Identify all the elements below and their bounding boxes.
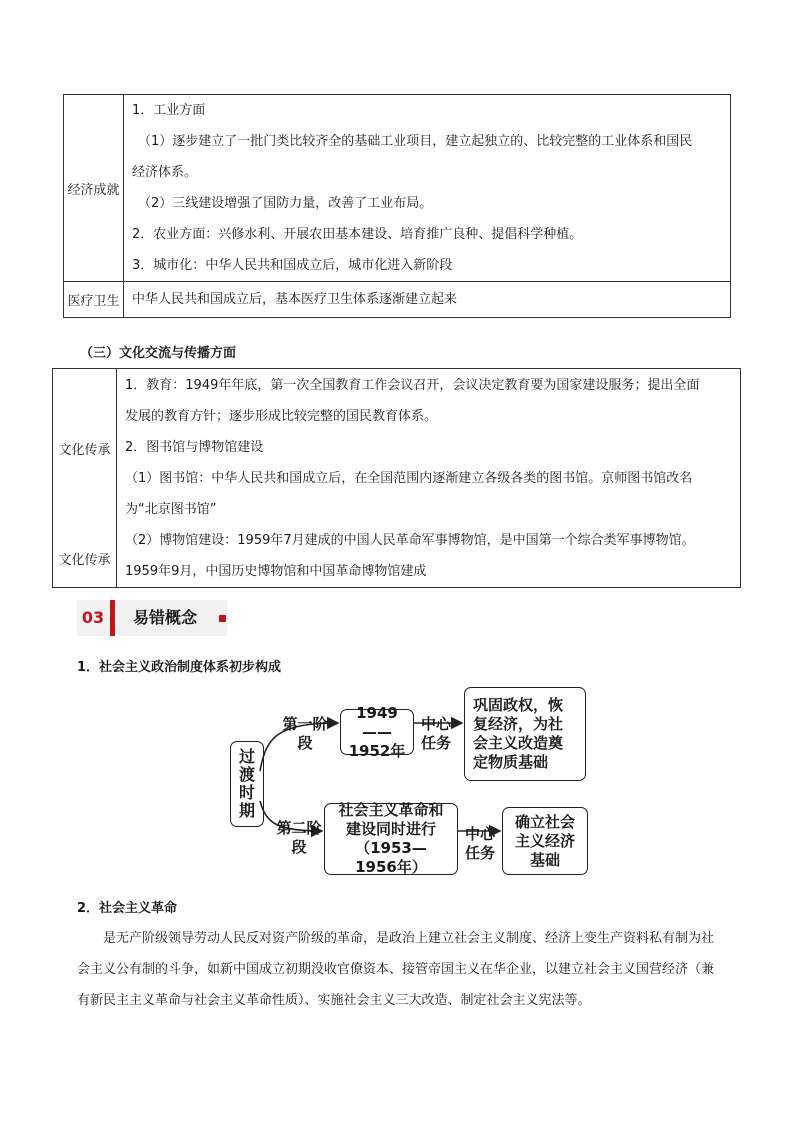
content-cell xyxy=(117,369,741,588)
concept2-paragraph: 是无产阶级领导劳动人民反对资产阶级的革命，是政治上建立社会主义制度、经济上变生产资料私有制为社会主义公有制的斗争，如新中国成立初期没收官僚资本、接管帝国主义在华企业，以建立社会主义国营经济（兼有新民主主义革命与社会主义革命性质）、实施社会主义三大改造、制定社会主义宪法等。 xyxy=(77,931,715,1008)
stage1-task-label: 中心任务 xyxy=(420,715,451,752)
text-line: （1）逐步建立了一批门类比较齐全的基础工业项目，建立起独立的、比较完整的工业体系和国民 xyxy=(138,134,693,149)
culture-heading: （三）文化交流与传播方面 xyxy=(80,346,237,361)
table-row xyxy=(64,95,731,282)
section-bar xyxy=(110,600,115,636)
text-line: 经济体系。 xyxy=(132,165,198,180)
text-line: 1959年9月，中国历史博物馆和中国革命博物馆建成 xyxy=(125,563,427,579)
text-line: （2）博物馆建设：1959年7月建成的中国人民革命军事博物馆，是中国第一个综合类军事博物馆。 xyxy=(125,532,695,548)
content-cell: 中华人民共和国成立后，基本医疗卫生体系逐渐建立起来 xyxy=(124,282,731,318)
stage2-label: 第二阶段 xyxy=(276,819,322,856)
text-line: 1．教育：1949年年底，第一次全国教育工作会议召开，会议决定教育要为国家建设服务；提出全面 xyxy=(125,377,700,393)
text-line: 3．城市化：中华人民共和国成立后，城市化进入新阶段 xyxy=(132,258,453,273)
category-cell: 经济成就 xyxy=(64,95,124,282)
concept2-heading: 2．社会主义革命 xyxy=(77,901,178,916)
text-line: 1．工业方面 xyxy=(132,103,206,118)
stage2-task-box: 确立社会主义经济基础 xyxy=(502,807,588,875)
text-line: 为“北京图书馆” xyxy=(125,501,217,517)
root-box: 过渡时期 xyxy=(230,741,264,827)
section-banner xyxy=(77,600,227,636)
category-label: 文化传承 xyxy=(58,553,111,568)
text-line: 2．图书馆与博物馆建设 xyxy=(125,439,264,455)
achievements-table xyxy=(63,94,731,318)
table-row xyxy=(64,282,731,318)
transition-diagram xyxy=(226,683,596,883)
category-cell: 医疗卫生 xyxy=(64,282,124,318)
content-cell xyxy=(124,95,731,282)
text-line: （1）图书馆：中华人民共和国成立后，在全国范围内逐渐建立各级各类的图书馆。京师图书馆改名 xyxy=(125,470,693,486)
stage2-period-box: 社会主义革命和建设同时进行（1953—1956年） xyxy=(324,803,458,875)
section-title: 易错概念 xyxy=(133,608,198,627)
table-row xyxy=(53,369,741,588)
stage1-label: 第一阶段 xyxy=(282,715,328,752)
stage1-period-box: 1949——1952年 xyxy=(340,709,414,755)
section-number: 03 xyxy=(81,608,105,627)
category-cell xyxy=(53,369,117,588)
concept1-heading: 1．社会主义政治制度体系初步构成 xyxy=(77,660,282,675)
stage1-task-box: 巩固政权，恢复经济，为社会主义改造奠定物质基础 xyxy=(464,687,586,781)
text-line: （2）三线建设增强了国防力量，改善了工业布局。 xyxy=(138,196,433,211)
culture-table xyxy=(52,368,741,588)
text-line: 发展的教育方针；逐步形成比较完整的国民教育体系。 xyxy=(125,408,438,424)
text-line: 2．农业方面：兴修水利、开展农田基本建设、培育推广良种、提倡科学种植。 xyxy=(132,227,583,242)
square-icon xyxy=(219,615,226,622)
stage2-task-label: 中心任务 xyxy=(464,825,495,862)
category-label: 文化传承 xyxy=(58,443,111,458)
